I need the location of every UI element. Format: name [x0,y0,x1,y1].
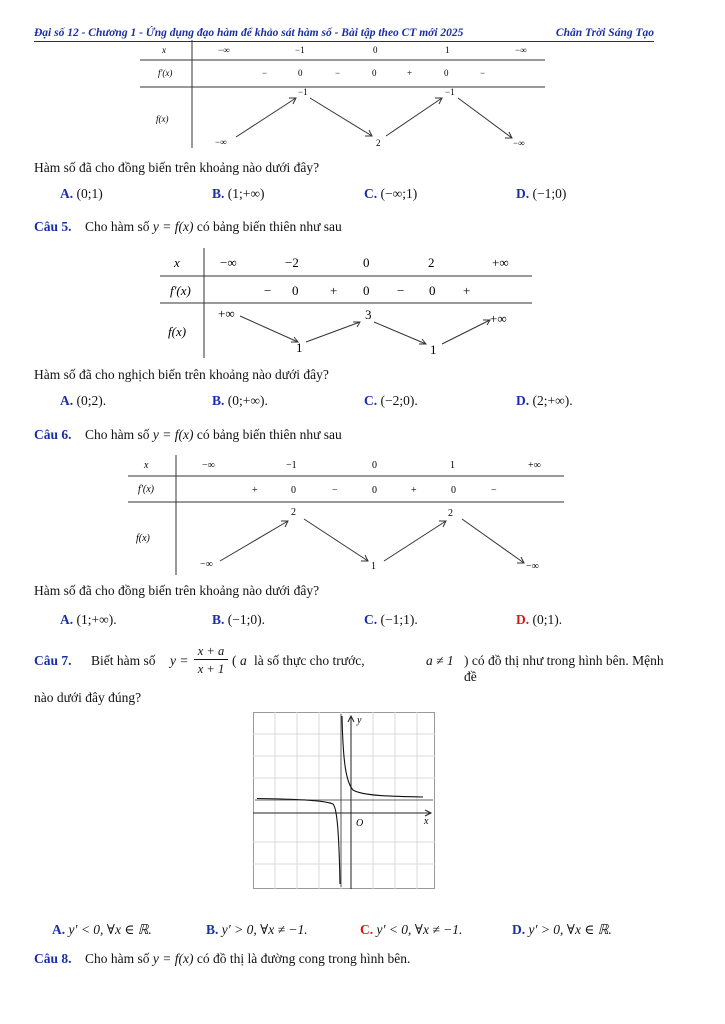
header-left: Đại số 12 - Chương 1 - Ứng dụng đạo hàm để khảo sát hàm số - Bài tập theo CT mới 2025 [34,27,464,39]
q5-stem-post: có bảng biến thiên như sau [196,219,342,234]
q6-fp-label: f'(x) [138,484,155,495]
prev-option-d-value: (−1;0) [532,186,567,201]
q7-option-d-key: D. [512,922,526,937]
q7-option-b-value: y′ > 0, ∀x ≠ −1. [221,922,308,937]
prev-option-b-key: B. [212,186,225,201]
t1-s3: 0 [372,68,377,78]
q5-f-label: f(x) [168,324,187,339]
variation-table-prev [140,40,545,152]
q5-s2: + [330,283,338,298]
q6-s1: 0 [291,485,296,496]
q5-f1: 1 [296,340,303,355]
q8-stem [34,951,410,967]
q6-s0: + [252,485,258,496]
t1-f0: −∞ [215,137,227,147]
q5-x-label: x [174,255,180,270]
q7-graph-x-label: x [424,816,429,827]
q6-f-label: f(x) [136,533,150,544]
q7-stem-pre: Biết hàm số [91,653,156,668]
q5-option-a-key: A. [60,393,74,408]
q5-f0: +∞ [218,306,235,321]
prev-option-a-value: (0;1) [76,186,103,201]
q6-s3: 0 [372,485,377,496]
q6-f2: 1 [371,561,376,572]
t1-f4: −∞ [513,138,525,148]
q5-s0: − [264,283,272,298]
q7-cond: a ≠ 1 [426,653,454,668]
q7-stem-line2: nào dưới đây đúng? [34,690,142,705]
q5-f4: +∞ [490,311,507,326]
q6-option-b-value: (−1;0). [227,612,265,627]
q8-stem-pre: Cho hàm số [85,951,150,966]
t1-f1: −1 [298,87,308,97]
q5-fp-label: f'(x) [170,283,191,298]
q6-s6: − [491,485,497,496]
q7-stem-mid2: là số thực cho trước, [254,653,365,668]
q7-graph-y-label: y [357,715,362,726]
q7-stem-mid1: ( [232,653,237,668]
q5-option-a[interactable] [60,393,106,409]
q6-option-d[interactable] [516,612,562,628]
t1-s0: − [262,68,268,78]
q7-frac-den: x + 1 [197,662,225,676]
q5-stem-pre: Cho hàm số [85,219,150,234]
q6-stem-post: có bảng biến thiên như sau [196,427,342,442]
q5-variation-table [160,248,532,360]
q6-option-c-value: (−1;1). [380,612,418,627]
q5-s1: 0 [292,283,299,298]
prev-option-d[interactable] [516,186,566,202]
q5-x0: −∞ [220,255,237,270]
q7-stem-post: ) có đồ thị như trong hình bên. Mệnh đề [464,653,664,684]
q8-stem-post: có đồ thị là đường cong trong hình bên. [196,951,411,966]
t1-s2: − [335,68,341,78]
q7-option-a-key: A. [52,922,66,937]
q6-option-c-key: C. [364,612,378,627]
q7-option-c[interactable] [360,922,462,938]
q6-x4: +∞ [528,460,541,471]
prev-option-b[interactable] [212,186,265,202]
t1-x-label: x [162,45,166,55]
prev-option-a-key: A. [60,186,74,201]
q7-option-b-key: B. [206,922,219,937]
q5-option-b-key: B. [212,393,225,408]
q7-option-a-value: y′ < 0, ∀x ∈ ℝ. [68,922,152,937]
t1-x0: −∞ [218,45,230,55]
q8-stem-math: y = f(x) [152,951,194,966]
q6-stem-math: y = f(x) [152,427,194,442]
t1-f2: 2 [376,138,381,148]
q5-option-d-value: (2;+∞). [532,393,573,408]
q6-label: Câu 6. [34,427,72,442]
q7-stem [34,643,664,684]
q6-f1: 2 [291,507,296,518]
prev-option-a[interactable] [60,186,103,202]
q6-f4: −∞ [526,561,539,572]
prev-question-text: Hàm số đã cho đồng biến trên khoảng nào dưới đây? [34,160,320,175]
q7-frac-num: x + a [194,643,228,660]
q5-x2: 0 [363,255,370,270]
header-right: Chân Trời Sáng Tạo [555,27,654,39]
q6-option-b-key: B. [212,612,225,627]
prev-option-c-key: C. [364,186,378,201]
q6-option-a-key: A. [60,612,74,627]
q5-s6: + [463,283,471,298]
q7-graph-origin: O [356,818,364,829]
q5-option-c[interactable] [364,393,418,409]
q6-option-d-key: D. [516,612,530,627]
q5-f3: 1 [430,342,437,357]
q7-option-a[interactable] [52,922,152,938]
q5-f2: 3 [365,307,372,322]
q6-x1: −1 [286,460,297,471]
q6-x-label: x [144,460,149,471]
q5-stem [34,219,342,235]
q6-x0: −∞ [202,460,215,471]
q6-option-a[interactable] [60,612,117,628]
q5-stem-math: y = f(x) [152,219,194,234]
q6-option-a-value: (1;+∞). [76,612,117,627]
t1-x1: −1 [295,45,305,55]
q7-y-eq: y = [170,653,189,668]
t1-s1: 0 [298,68,303,78]
q5-s4: − [397,283,405,298]
q5-s3: 0 [363,283,370,298]
q8-label: Câu 8. [34,951,72,966]
q6-f0: −∞ [200,559,213,570]
t1-s5: 0 [444,68,449,78]
t1-f-label: f(x) [156,114,169,124]
q5-option-b[interactable] [212,393,268,409]
t1-s6: − [480,68,486,78]
prev-option-b-value: (1;+∞) [227,186,265,201]
q7-option-c-key: C. [360,922,374,937]
q6-s2: − [332,485,338,496]
prev-option-c[interactable] [364,186,417,202]
prev-option-c-value: (−∞;1) [380,186,418,201]
q6-stem [34,427,342,443]
q6-s4: + [411,485,417,496]
t1-s4: + [407,68,413,78]
q5-label: Câu 5. [34,219,72,234]
q7-option-b[interactable] [206,922,308,938]
q7-option-d-value: y′ > 0, ∀x ∈ ℝ. [528,922,612,937]
q5-option-d-key: D. [516,393,530,408]
q7-option-d[interactable] [512,922,612,938]
prev-option-d-key: D. [516,186,530,201]
q5-x1: −2 [285,255,299,270]
q5-option-d[interactable] [516,393,573,409]
q6-option-c[interactable] [364,612,418,628]
q7-graph [253,712,435,889]
q5-question: Hàm số đã cho nghịch biến trên khoảng nào dưới đây? [34,367,329,382]
q6-stem-pre: Cho hàm số [85,427,150,442]
q6-f3: 2 [448,508,453,519]
q5-s5: 0 [429,283,436,298]
q6-x2: 0 [372,460,377,471]
t1-fp-label: f'(x) [158,68,173,78]
q6-option-b[interactable] [212,612,265,628]
q7-a-var: a [240,653,247,668]
q6-question: Hàm số đã cho đồng biến trên khoảng nào dưới đây? [34,583,320,598]
t1-f3: −1 [445,87,455,97]
q5-option-c-key: C. [364,393,378,408]
q6-variation-table [128,455,564,577]
t1-x4: −∞ [515,45,527,55]
q5-x3: 2 [428,255,435,270]
q7-option-c-value: y′ < 0, ∀x ≠ −1. [376,922,463,937]
q7-label: Câu 7. [34,653,72,668]
q5-option-a-value: (0;2). [76,393,107,408]
q5-x4: +∞ [492,255,509,270]
q6-x3: 1 [450,460,455,471]
q5-option-b-value: (0;+∞). [227,393,268,408]
q6-option-d-value: (0;1). [532,612,563,627]
q6-s5: 0 [451,485,456,496]
t1-x2: 0 [373,45,378,55]
q5-option-c-value: (−2;0). [380,393,418,408]
t1-x3: 1 [445,45,450,55]
